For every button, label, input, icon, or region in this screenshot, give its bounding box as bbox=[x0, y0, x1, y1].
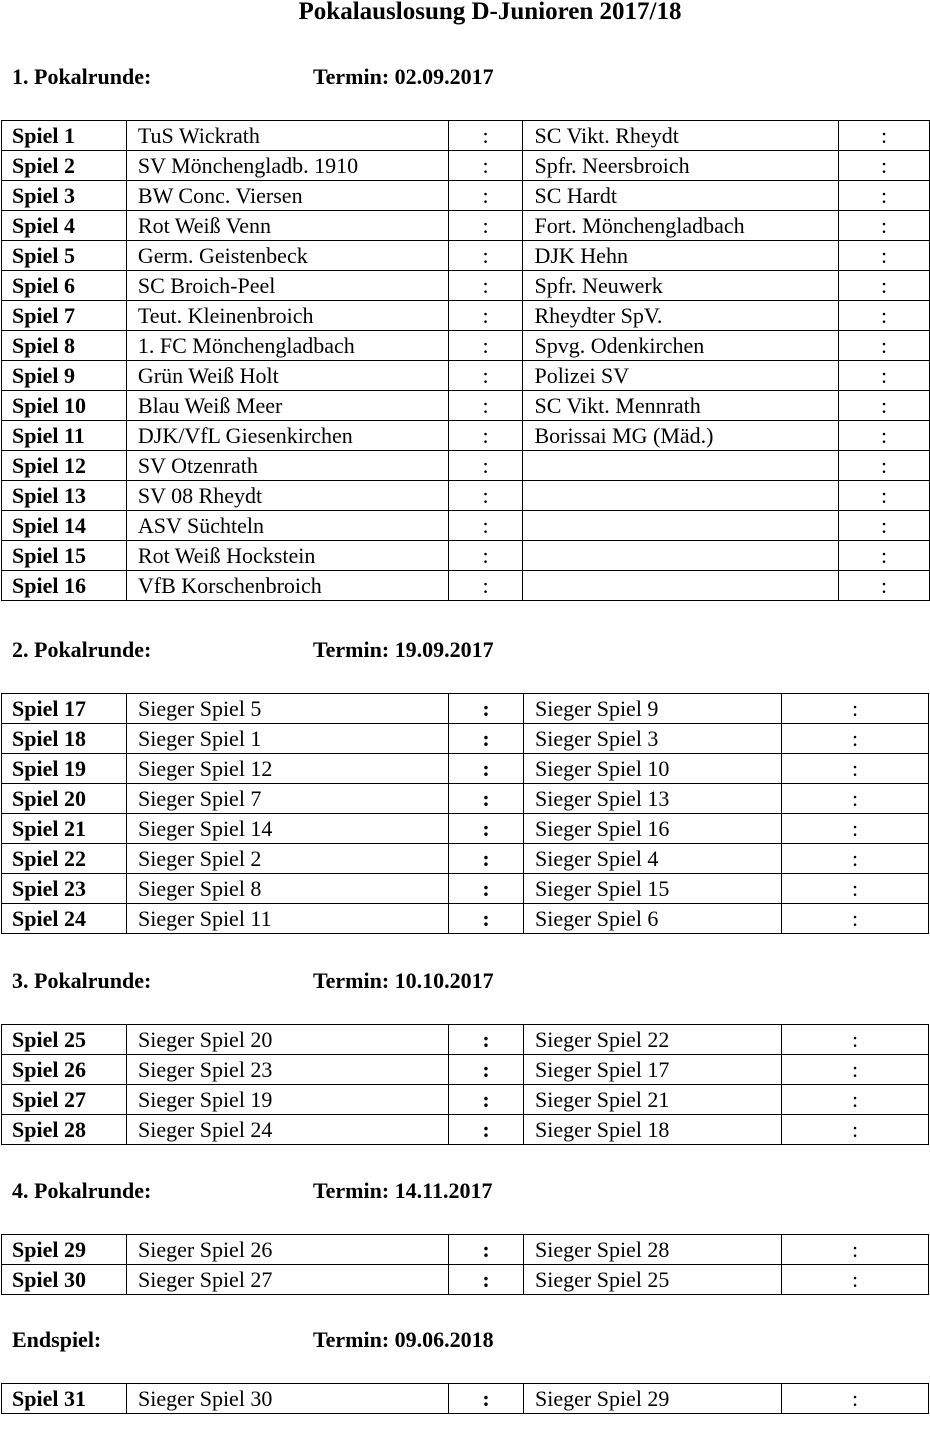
away-team: Sieger Spiel 21 bbox=[524, 1085, 782, 1115]
score-field: : bbox=[839, 571, 930, 601]
score-field: : bbox=[839, 511, 930, 541]
game-number: Spiel 22 bbox=[2, 844, 127, 874]
table-row bbox=[2, 844, 929, 874]
table-row bbox=[2, 331, 930, 361]
away-team: Spvg. Odenkirchen bbox=[523, 331, 839, 361]
game-number: Spiel 19 bbox=[2, 754, 127, 784]
home-team: Sieger Spiel 12 bbox=[127, 754, 449, 784]
game-number: Spiel 9 bbox=[2, 361, 127, 391]
pairing-separator: : bbox=[449, 754, 524, 784]
score-field: : bbox=[782, 1025, 929, 1055]
table-row bbox=[2, 754, 929, 784]
pairing-separator: : bbox=[449, 1235, 524, 1265]
game-number: Spiel 5 bbox=[2, 241, 127, 271]
game-number: Spiel 14 bbox=[2, 511, 127, 541]
home-team: Grün Weiß Holt bbox=[126, 361, 448, 391]
home-team: Blau Weiß Meer bbox=[126, 391, 448, 421]
away-team: Sieger Spiel 3 bbox=[524, 724, 782, 754]
game-number: Spiel 24 bbox=[2, 904, 127, 934]
pairing-separator: : bbox=[449, 844, 524, 874]
pairing-separator: : bbox=[449, 1085, 524, 1115]
pairing-separator: : bbox=[449, 1265, 524, 1295]
home-team: Germ. Geistenbeck bbox=[126, 241, 448, 271]
score-field: : bbox=[839, 481, 930, 511]
pairing-separator: : bbox=[449, 874, 524, 904]
game-number: Spiel 15 bbox=[2, 541, 127, 571]
pairing-separator: : bbox=[449, 1055, 524, 1085]
table-row bbox=[2, 541, 930, 571]
fixtures-table bbox=[1, 120, 930, 601]
table-row bbox=[2, 1055, 929, 1085]
pairing-separator: : bbox=[448, 241, 523, 271]
away-team: Sieger Spiel 15 bbox=[524, 874, 782, 904]
table-row bbox=[2, 151, 930, 181]
home-team: Sieger Spiel 20 bbox=[127, 1025, 449, 1055]
home-team: ASV Süchteln bbox=[126, 511, 448, 541]
pairing-separator: : bbox=[449, 1025, 524, 1055]
away-team: Fort. Mönchengladbach bbox=[523, 211, 839, 241]
home-team: Sieger Spiel 11 bbox=[127, 904, 449, 934]
game-number: Spiel 12 bbox=[2, 451, 127, 481]
round-date: Termin: 09.06.2018 bbox=[313, 1327, 494, 1352]
score-field: : bbox=[782, 1384, 929, 1414]
away-team: Spfr. Neersbroich bbox=[523, 151, 839, 181]
away-team: Sieger Spiel 29 bbox=[524, 1384, 782, 1414]
score-field: : bbox=[839, 181, 930, 211]
away-team bbox=[523, 571, 839, 601]
game-number: Spiel 26 bbox=[2, 1055, 127, 1085]
score-field: : bbox=[782, 724, 929, 754]
score-field: : bbox=[839, 211, 930, 241]
away-team bbox=[523, 451, 839, 481]
table-row bbox=[2, 391, 930, 421]
table-row bbox=[2, 571, 930, 601]
pairing-separator: : bbox=[448, 541, 523, 571]
table-row bbox=[2, 481, 930, 511]
score-field: : bbox=[782, 1115, 929, 1145]
table-row bbox=[2, 1265, 929, 1295]
away-team: Sieger Spiel 18 bbox=[524, 1115, 782, 1145]
score-field: : bbox=[782, 1055, 929, 1085]
pairing-separator: : bbox=[448, 421, 523, 451]
away-team: SC Vikt. Mennrath bbox=[523, 391, 839, 421]
game-number: Spiel 11 bbox=[2, 421, 127, 451]
pairing-separator: : bbox=[448, 181, 523, 211]
away-team: Sieger Spiel 16 bbox=[524, 814, 782, 844]
home-team: Sieger Spiel 24 bbox=[127, 1115, 449, 1145]
score-field: : bbox=[782, 874, 929, 904]
round-name: 4. Pokalrunde: bbox=[12, 1178, 152, 1203]
game-number: Spiel 1 bbox=[2, 121, 127, 151]
fixtures-table bbox=[1, 1383, 929, 1414]
pairing-separator: : bbox=[449, 1384, 524, 1414]
away-team: Borissai MG (Mäd.) bbox=[523, 421, 839, 451]
home-team: Rot Weiß Venn bbox=[126, 211, 448, 241]
table-row bbox=[2, 1384, 929, 1414]
fixtures-table bbox=[1, 693, 929, 934]
pairing-separator: : bbox=[449, 724, 524, 754]
table-row bbox=[2, 511, 930, 541]
table-row bbox=[2, 1085, 929, 1115]
table-row bbox=[2, 1235, 929, 1265]
round-date: Termin: 02.09.2017 bbox=[313, 64, 494, 89]
table-row bbox=[2, 1115, 929, 1145]
game-number: Spiel 20 bbox=[2, 784, 127, 814]
game-number: Spiel 13 bbox=[2, 481, 127, 511]
round-name: 1. Pokalrunde: bbox=[12, 64, 152, 89]
home-team: Teut. Kleinenbroich bbox=[126, 301, 448, 331]
score-field: : bbox=[782, 694, 929, 724]
home-team: Sieger Spiel 19 bbox=[127, 1085, 449, 1115]
score-field: : bbox=[839, 271, 930, 301]
score-field: : bbox=[839, 241, 930, 271]
pairing-separator: : bbox=[448, 451, 523, 481]
away-team: Sieger Spiel 28 bbox=[524, 1235, 782, 1265]
table-row bbox=[2, 271, 930, 301]
pairing-separator: : bbox=[448, 511, 523, 541]
score-field: : bbox=[839, 421, 930, 451]
game-number: Spiel 23 bbox=[2, 874, 127, 904]
away-team: Rheydter SpV. bbox=[523, 301, 839, 331]
round-date: Termin: 10.10.2017 bbox=[313, 968, 494, 993]
game-number: Spiel 25 bbox=[2, 1025, 127, 1055]
away-team: SC Hardt bbox=[523, 181, 839, 211]
pairing-separator: : bbox=[449, 1115, 524, 1145]
home-team: Sieger Spiel 7 bbox=[127, 784, 449, 814]
home-team: SV Mönchengladb. 1910 bbox=[126, 151, 448, 181]
page-title: Pokalauslosung D-Junioren 2017/18 bbox=[298, 0, 682, 25]
pairing-separator: : bbox=[448, 571, 523, 601]
away-team: Spfr. Neuwerk bbox=[523, 271, 839, 301]
game-number: Spiel 28 bbox=[2, 1115, 127, 1145]
round-name: 2. Pokalrunde: bbox=[12, 637, 152, 662]
away-team: Sieger Spiel 25 bbox=[524, 1265, 782, 1295]
pairing-separator: : bbox=[448, 211, 523, 241]
game-number: Spiel 3 bbox=[2, 181, 127, 211]
fixtures-table bbox=[1, 1024, 929, 1145]
score-field: : bbox=[782, 904, 929, 934]
table-row bbox=[2, 211, 930, 241]
table-row bbox=[2, 121, 930, 151]
table-row bbox=[2, 421, 930, 451]
game-number: Spiel 29 bbox=[2, 1235, 127, 1265]
home-team: TuS Wickrath bbox=[126, 121, 448, 151]
home-team: Sieger Spiel 1 bbox=[127, 724, 449, 754]
away-team: Sieger Spiel 10 bbox=[524, 754, 782, 784]
game-number: Spiel 27 bbox=[2, 1085, 127, 1115]
score-field: : bbox=[839, 151, 930, 181]
round-date: Termin: 19.09.2017 bbox=[313, 637, 494, 662]
away-team: Sieger Spiel 9 bbox=[524, 694, 782, 724]
table-row bbox=[2, 301, 930, 331]
score-field: : bbox=[782, 784, 929, 814]
home-team: VfB Korschenbroich bbox=[126, 571, 448, 601]
table-row bbox=[2, 814, 929, 844]
score-field: : bbox=[782, 1265, 929, 1295]
score-field: : bbox=[839, 301, 930, 331]
score-field: : bbox=[839, 361, 930, 391]
game-number: Spiel 6 bbox=[2, 271, 127, 301]
score-field: : bbox=[839, 541, 930, 571]
table-row bbox=[2, 874, 929, 904]
pairing-separator: : bbox=[449, 904, 524, 934]
score-field: : bbox=[782, 1085, 929, 1115]
pairing-separator: : bbox=[448, 121, 523, 151]
table-row bbox=[2, 181, 930, 211]
home-team: Sieger Spiel 26 bbox=[127, 1235, 449, 1265]
away-team: Sieger Spiel 4 bbox=[524, 844, 782, 874]
table-row bbox=[2, 241, 930, 271]
pairing-separator: : bbox=[449, 814, 524, 844]
pairing-separator: : bbox=[448, 481, 523, 511]
home-team: SV 08 Rheydt bbox=[126, 481, 448, 511]
home-team: DJK/VfL Giesenkirchen bbox=[126, 421, 448, 451]
table-row bbox=[2, 694, 929, 724]
game-number: Spiel 18 bbox=[2, 724, 127, 754]
home-team: Rot Weiß Hockstein bbox=[126, 541, 448, 571]
pairing-separator: : bbox=[449, 784, 524, 814]
pairing-separator: : bbox=[449, 694, 524, 724]
away-team: Sieger Spiel 6 bbox=[524, 904, 782, 934]
table-row bbox=[2, 904, 929, 934]
table-row bbox=[2, 1025, 929, 1055]
home-team: SC Broich-Peel bbox=[126, 271, 448, 301]
score-field: : bbox=[839, 391, 930, 421]
away-team: Sieger Spiel 17 bbox=[524, 1055, 782, 1085]
score-field: : bbox=[782, 754, 929, 784]
home-team: Sieger Spiel 14 bbox=[127, 814, 449, 844]
game-number: Spiel 4 bbox=[2, 211, 127, 241]
round-name: Endspiel: bbox=[12, 1327, 102, 1352]
home-team: BW Conc. Viersen bbox=[126, 181, 448, 211]
home-team: 1. FC Mönchengladbach bbox=[126, 331, 448, 361]
away-team: Sieger Spiel 22 bbox=[524, 1025, 782, 1055]
game-number: Spiel 2 bbox=[2, 151, 127, 181]
away-team bbox=[523, 481, 839, 511]
home-team: Sieger Spiel 27 bbox=[127, 1265, 449, 1295]
game-number: Spiel 21 bbox=[2, 814, 127, 844]
away-team: Sieger Spiel 13 bbox=[524, 784, 782, 814]
away-team: DJK Hehn bbox=[523, 241, 839, 271]
score-field: : bbox=[782, 844, 929, 874]
pairing-separator: : bbox=[448, 151, 523, 181]
game-number: Spiel 30 bbox=[2, 1265, 127, 1295]
table-row bbox=[2, 784, 929, 814]
away-team: Polizei SV bbox=[523, 361, 839, 391]
home-team: Sieger Spiel 2 bbox=[127, 844, 449, 874]
table-row bbox=[2, 361, 930, 391]
game-number: Spiel 16 bbox=[2, 571, 127, 601]
away-team: SC Vikt. Rheydt bbox=[523, 121, 839, 151]
game-number: Spiel 10 bbox=[2, 391, 127, 421]
pairing-separator: : bbox=[448, 331, 523, 361]
table-row bbox=[2, 451, 930, 481]
game-number: Spiel 8 bbox=[2, 331, 127, 361]
home-team: Sieger Spiel 5 bbox=[127, 694, 449, 724]
pairing-separator: : bbox=[448, 301, 523, 331]
game-number: Spiel 31 bbox=[2, 1384, 127, 1414]
pairing-separator: : bbox=[448, 361, 523, 391]
score-field: : bbox=[782, 1235, 929, 1265]
home-team: Sieger Spiel 30 bbox=[127, 1384, 449, 1414]
home-team: Sieger Spiel 23 bbox=[127, 1055, 449, 1085]
pairing-separator: : bbox=[448, 271, 523, 301]
round-name: 3. Pokalrunde: bbox=[12, 968, 152, 993]
score-field: : bbox=[839, 331, 930, 361]
home-team: SV Otzenrath bbox=[126, 451, 448, 481]
pairing-separator: : bbox=[448, 391, 523, 421]
round-date: Termin: 14.11.2017 bbox=[313, 1178, 493, 1203]
fixtures-table bbox=[1, 1234, 929, 1295]
game-number: Spiel 17 bbox=[2, 694, 127, 724]
score-field: : bbox=[782, 814, 929, 844]
game-number: Spiel 7 bbox=[2, 301, 127, 331]
table-row bbox=[2, 724, 929, 754]
home-team: Sieger Spiel 8 bbox=[127, 874, 449, 904]
away-team bbox=[523, 541, 839, 571]
score-field: : bbox=[839, 121, 930, 151]
score-field: : bbox=[839, 451, 930, 481]
away-team bbox=[523, 511, 839, 541]
